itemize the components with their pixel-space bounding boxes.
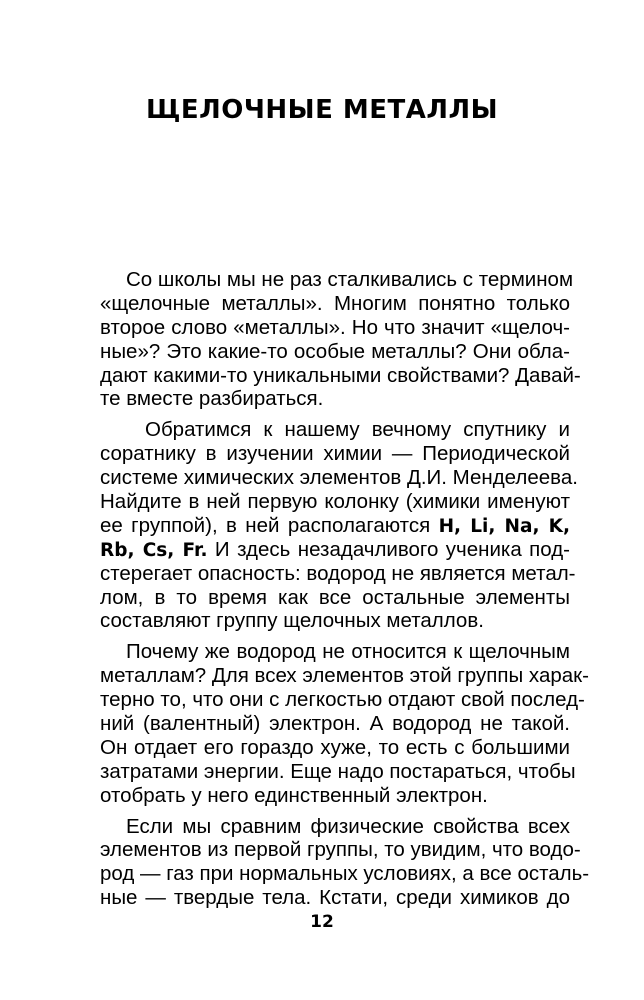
- text-line: металлам? Для всех элементов этой группы харак-: [100, 664, 589, 688]
- text-line: соратнику в изучении химии — Периодической: [100, 442, 570, 466]
- text-line: [100, 514, 570, 538]
- page-title: ЩЕЛОЧНЫЕ МЕТАЛЛЫ: [145, 95, 499, 125]
- text-line: дают какими-то уникальными свойствами? Давай-: [100, 363, 581, 387]
- text-line: второе слово «металлы». Но что значит «щелоч-: [100, 315, 570, 339]
- text-line: Со школы мы не раз сталкивались с термином: [126, 268, 574, 291]
- text-line: те вместе разбираться.: [100, 387, 324, 411]
- paragraph-gap: [100, 633, 570, 640]
- text-line: отобрать у него единственный электрон.: [100, 783, 488, 807]
- text-line: Обратимся к нашему вечному спутнику и: [145, 418, 570, 442]
- text-line: составляют группу щелочных металлов.: [100, 609, 484, 633]
- text-line: затратами энергии. Еще надо постараться, чтобы: [100, 759, 576, 783]
- paragraph-gap: [100, 808, 570, 815]
- text-line: элементов из первой группы, то увидим, что водо-: [100, 838, 581, 862]
- element-symbols: H, Li, Na, K,: [438, 515, 570, 537]
- text-line: Он отдает его гораздо хуже, то есть с большими: [100, 735, 570, 759]
- text-line: лом, в то время как все остальные элементы: [100, 585, 570, 609]
- text-fragment: И здесь незадачливого ученика под-: [207, 537, 570, 561]
- page-number: 12: [310, 912, 334, 932]
- text-line: Найдите в ней первую колонку (химики именуют: [100, 490, 570, 514]
- paragraph-gap: [100, 411, 570, 418]
- text-line: системе химических элементов Д.И. Менделеева.: [100, 466, 578, 490]
- text-line: [100, 538, 570, 562]
- text-line: Если мы сравним физические свойства всех: [126, 814, 570, 838]
- text-line: «щелочные металлы». Многим понятно только: [100, 291, 570, 315]
- text-line: стерегает опасность: водород не является метал-: [100, 561, 576, 585]
- text-line: ные»? Это какие-то особые металлы? Они обла-: [100, 339, 570, 363]
- element-symbols: Rb, Cs, Fr.: [100, 539, 208, 561]
- text-line: терно то, что они с легкостью отдают свой послед-: [100, 688, 585, 712]
- text-line: ний (валентный) электрон. А водород не такой.: [100, 712, 570, 736]
- text-line: Почему же водород не относится к щелочным: [126, 640, 570, 664]
- body-text: [100, 268, 590, 910]
- text-line: род — газ при нормальных условиях, а все осталь-: [100, 862, 590, 886]
- text-fragment: ее группой), в ней располагаются: [100, 513, 439, 537]
- text-line: ные — твердые тела. Кстати, среди химиков до: [100, 886, 570, 910]
